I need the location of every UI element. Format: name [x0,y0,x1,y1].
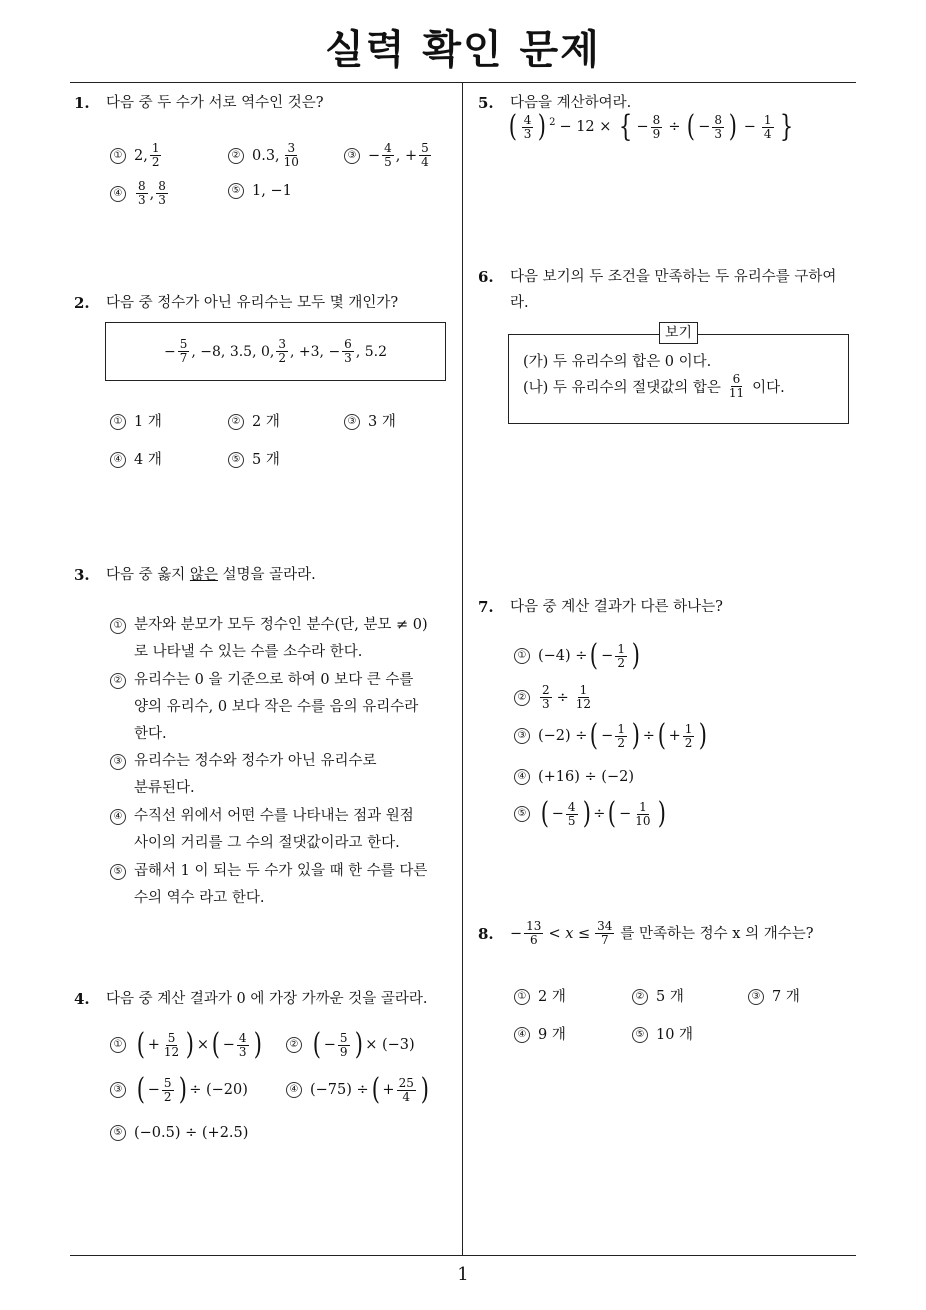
q3-item-3[interactable]: ③ 유리수는 정수와 정수가 아닌 유리수로 분류된다. [110,748,450,802]
q4-choice-4[interactable]: ④ (−75) ÷ ( + $\frac{25}{4}$ ) [286,1075,432,1105]
question-4: 4. 다음 중 계산 결과가 0 에 가장 가까운 것을 골라라. [74,990,428,1008]
q2-choice-1[interactable]: ① 1 개 [110,411,162,433]
bottom-rule [70,1255,856,1256]
q2-choice-4[interactable]: ④ 4 개 [110,449,162,471]
q3-item-4[interactable]: ④ 수직선 위에서 어떤 수를 나타내는 점과 원점 사이의 거리를 그 수의 절댓값이라고 한다. [110,803,450,857]
q2-choice-5[interactable]: ⑤ 5 개 [228,449,280,471]
q8-choice-2[interactable]: ② 5 개 [632,986,684,1008]
question-1 [74,92,454,114]
q8-choice-4[interactable]: ④ 9 개 [514,1024,566,1046]
q1-choice-4[interactable]: ④ $\frac{8}{3}$ , $\frac{8}{3}$ [110,180,170,207]
q3-item-2[interactable]: ② 유리수는 0 을 기준으로 하여 0 보다 큰 수를 양의 유리수, 0 보다 작은 수를 음의 유리수라 한다. [110,667,450,748]
q7-choice-1[interactable]: ① (−4) ÷ ( − $\frac{1}{2}$ ) [514,641,643,671]
question-7: 7. 다음 중 계산 결과가 다른 하나는? [478,598,723,616]
q2-number-box: − $\frac{5}{7}$ , −8, 3.5, 0, $\frac{3}{2}$ , +3, − $\frac{6}{3}$ , 5.2 [105,322,446,381]
question-8: 8. − $\frac{13}{6}$ < x ≤ $\frac{34}{7}$ 를 만족하는 정수 x 의 개수는? [478,919,814,947]
question-text: 다음 중 두 수가 서로 역수인 것은? [106,95,324,111]
q8-choice-3[interactable]: ③ 7 개 [748,986,800,1008]
q4-choice-2[interactable]: ② ( − $\frac{5}{9}$ ) × (−3) [286,1030,415,1060]
question-number: 1. [74,94,90,112]
q1-choice-1[interactable]: ① 2, $\frac{1}{2}$ [110,142,163,169]
q5-expression: ( $\frac{4}{3}$ ) $^2$ − 12 × { − $\frac{8}{9}$ ÷ ( − $\frac{8}{3}$ ) − $\frac{1}{4}$ } [508,109,793,144]
q1-choice-5[interactable]: ⑤ 1, −1 [228,180,292,202]
q7-choice-4[interactable]: ④ (+16) ÷ (−2) [514,766,634,788]
question-6: 6. 다음 보기의 두 조건을 만족하는 두 유리수를 구하여 라. [478,268,837,311]
page-number: 1 [457,1264,469,1285]
q7-choice-2[interactable]: ② $\frac{2}{3}$ ÷ $\frac{1}{12}$ [514,684,595,711]
q6-condition-2: (나) 두 유리수의 절댓값의 합은 $\frac{6}{11}$ 이다. [523,372,785,400]
q6-condition-1: (가) 두 유리수의 합은 0 이다. [523,354,712,370]
q1-choice-2[interactable]: ② 0.3, $\frac{3}{10}$ [228,142,303,169]
top-rule [70,82,856,83]
q3-item-1[interactable]: ① 분자와 분모가 모두 정수인 분수(단, 분모 ≠ 0) 로 나타낼 수 있는 수를 소수라 한다. [110,612,450,666]
q6-bogi-box [508,325,849,424]
q3-item-5[interactable]: ⑤ 곱해서 1 이 되는 두 수가 있을 때 한 수를 다른 수의 역수 라고 한다. [110,858,450,912]
bogi-label: 보기 [659,322,698,344]
q4-choice-5[interactable]: ⑤ (−0.5) ÷ (+2.5) [110,1122,248,1144]
column-divider [462,82,463,1255]
q8-choice-5[interactable]: ⑤ 10 개 [632,1024,693,1046]
q7-choice-3[interactable]: ③ (−2) ÷ ( − $\frac{1}{2}$ ) ÷ ( + $\frac{1}{2}$ ) [514,721,710,751]
q4-choice-3[interactable]: ③ ( − $\frac{5}{2}$ ) ÷ (−20) [110,1075,248,1105]
q8-choice-1[interactable]: ① 2 개 [514,986,566,1008]
question-5: 5. 다음을 계산하여라. [478,94,632,112]
q2-choice-3[interactable]: ③ 3 개 [344,411,396,433]
page-title: 실력 확인 문제 [325,27,601,73]
q7-choice-5[interactable]: ⑤ ( − $\frac{4}{5}$ ) ÷ ( − $\frac{1}{10}$ ) [514,799,668,829]
question-2: 2. 다음 중 정수가 아닌 유리수는 모두 몇 개인가? [74,294,399,312]
question-3: 3. 다음 중 옳지 않은 설명을 골라라. [74,566,316,584]
q4-choice-1[interactable]: ① ( + $\frac{5}{12}$ ) × ( − $\frac{4}{3}$ ) [110,1030,264,1060]
q1-choice-3[interactable]: ③ − $\frac{4}{5}$ , + $\frac{5}{4}$ [344,142,433,169]
q2-choice-2[interactable]: ② 2 개 [228,411,280,433]
